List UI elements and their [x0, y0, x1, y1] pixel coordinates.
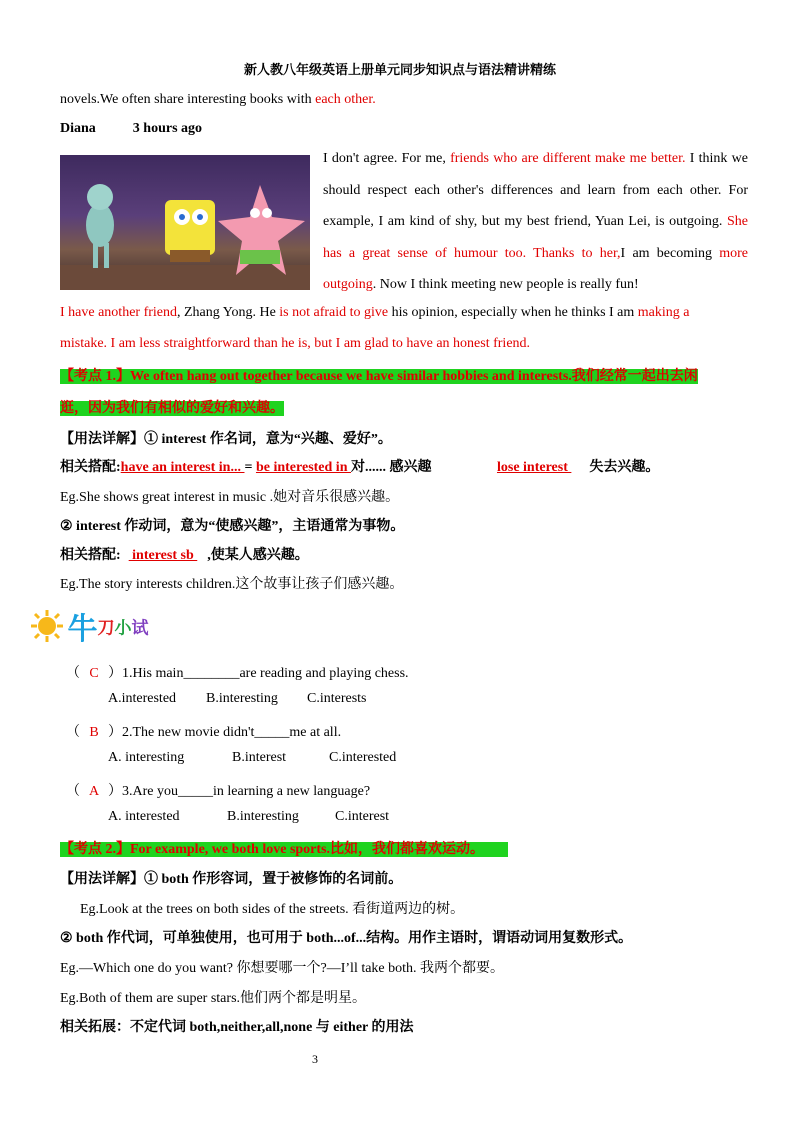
logo-char: 刀 — [97, 618, 115, 638]
option: A. interesting — [108, 750, 185, 765]
collocation-label: 相关搭配: — [60, 548, 121, 563]
answer-text: more outgoing — [323, 245, 748, 292]
answer-text: interest sb — [128, 548, 198, 563]
usage-explanation: ② interest 作动词，意为“使感兴趣”，主语通常为事物。 — [60, 519, 405, 534]
logo-char: 试 — [131, 618, 149, 638]
paren-open: （ — [66, 666, 80, 681]
text-run: I think we should respect each other's differences and learn from each other. For example, I am kind of shy, but my best friend, Yuan Lei, is outgoing. — [323, 151, 748, 229]
practice-logo — [30, 604, 149, 648]
text-run: = — [244, 460, 256, 475]
paren-open: （ — [66, 784, 80, 799]
answer-text: making a — [637, 305, 690, 320]
collocation-line — [60, 456, 659, 476]
question-text: ）2.The new movie didn't_____me at all. — [108, 725, 342, 740]
key-point-text: 【考点 1.】We often hang out together because we have similar hobbies and interests.我们经常一起出去闲 — [60, 369, 698, 384]
answer-text: She has a great sense of humour too. Thanks to her, — [323, 214, 748, 261]
example-sentence: Eg.Both of them are super stars.他们两个都是明星。 — [60, 991, 367, 1006]
answer-text: I have another friend — [60, 305, 177, 320]
text-run: 失去兴趣。 — [589, 460, 660, 475]
answer-text: have an interest in... — [120, 460, 245, 475]
post-time: 3 hours ago — [132, 121, 203, 136]
text-run: I don't agree. For me, — [323, 151, 451, 166]
option: B.interest — [232, 750, 287, 765]
sun-icon — [30, 609, 64, 643]
example-sentence: Eg.Look at the trees on both sides of the streets. 看街道两边的树。 — [80, 902, 465, 917]
usage-explanation: ② both 作代词，可单独使用，也可用于 both...of...结构。用作主语时，谓语动词用复数形式。 — [60, 931, 633, 946]
key-point-2 — [60, 838, 508, 858]
question-2-options — [108, 750, 396, 766]
question-1 — [66, 662, 409, 682]
question-2 — [66, 721, 341, 741]
option: A.interested — [108, 691, 177, 706]
option: B.interesting — [206, 691, 278, 706]
answer-letter: C — [89, 666, 99, 681]
option: C.interested — [329, 750, 397, 765]
question-3-options — [108, 809, 389, 825]
extension-heading: 相关拓展：不定代词 both,neither,all,none 与 either 的用法 — [60, 1020, 414, 1035]
question-text: ）3.Are you_____in learning a new language? — [108, 784, 371, 799]
option: C.interests — [307, 691, 367, 706]
page-number: 3 — [312, 1052, 318, 1066]
text-run: his opinion, especially when he thinks I am — [388, 305, 638, 320]
answer-letter: A — [88, 784, 100, 799]
question-text: ）1.His main________are reading and playing chess. — [108, 666, 409, 681]
text-run: I am becoming — [620, 245, 720, 261]
example-sentence: Eg.—Which one do you want? 你想要哪一个?—I’ll take both. 我两个都要。 — [60, 961, 505, 976]
key-point-text: 逛，因为我们有相似的爱好和兴趣。 — [60, 401, 284, 416]
usage-explanation: 【用法详解】① interest 作名词，意为“兴趣、爱好”。 — [60, 432, 392, 447]
example-sentence: Eg.The story interests children.这个故事让孩子们感兴趣。 — [60, 577, 404, 592]
answer-text: each other. — [315, 92, 376, 107]
key-point-1 — [60, 365, 698, 385]
text-run: , Zhang Yong. He — [177, 305, 280, 320]
text-line — [60, 305, 690, 321]
text-run: 对...... 感兴趣 — [350, 460, 432, 475]
page-header: 新人教八年级英语上册单元同步知识点与语法精讲精练 — [243, 62, 556, 77]
answer-text: friends who are different make me better. — [450, 151, 686, 166]
option: B.interesting — [227, 809, 299, 824]
text-run: novels.We often share interesting books with — [60, 92, 316, 107]
text-line — [60, 92, 376, 108]
text-run: ,使某人感兴趣。 — [207, 548, 309, 563]
answer-letter: B — [89, 725, 99, 740]
answer-text: be interested in — [255, 460, 351, 475]
answer-text: lose interest — [496, 460, 572, 475]
paren-open: （ — [66, 725, 80, 740]
logo-char: 小 — [114, 618, 132, 638]
answer-text: mistake. I am less straightforward than he is, but I am glad to have an honest friend. — [60, 336, 531, 351]
key-point-text: 【考点 2.】For example, we both love sports.比如，我们都喜欢运动。 — [60, 842, 508, 857]
question-1-options — [108, 691, 367, 707]
key-point-1-cont — [60, 397, 284, 417]
usage-explanation: 【用法详解】① both 作形容词，置于被修饰的名词前。 — [60, 872, 403, 887]
example-sentence: Eg.She shows great interest in music .她对音乐很感兴趣。 — [60, 490, 400, 505]
question-3 — [66, 780, 370, 800]
option: A. interested — [108, 809, 180, 824]
answer-text: is not afraid to give — [279, 305, 389, 320]
option: C.interest — [335, 809, 390, 824]
post-author: Diana — [60, 121, 96, 136]
post-body — [323, 143, 748, 301]
text-run: . Now I think meeting new people is really fun! — [372, 277, 639, 292]
collocation-label: 相关搭配: — [60, 460, 121, 475]
cartoon-image — [60, 155, 310, 290]
collocation-line — [60, 544, 309, 564]
logo-char: 牛 — [67, 612, 98, 647]
post-meta — [60, 121, 202, 137]
